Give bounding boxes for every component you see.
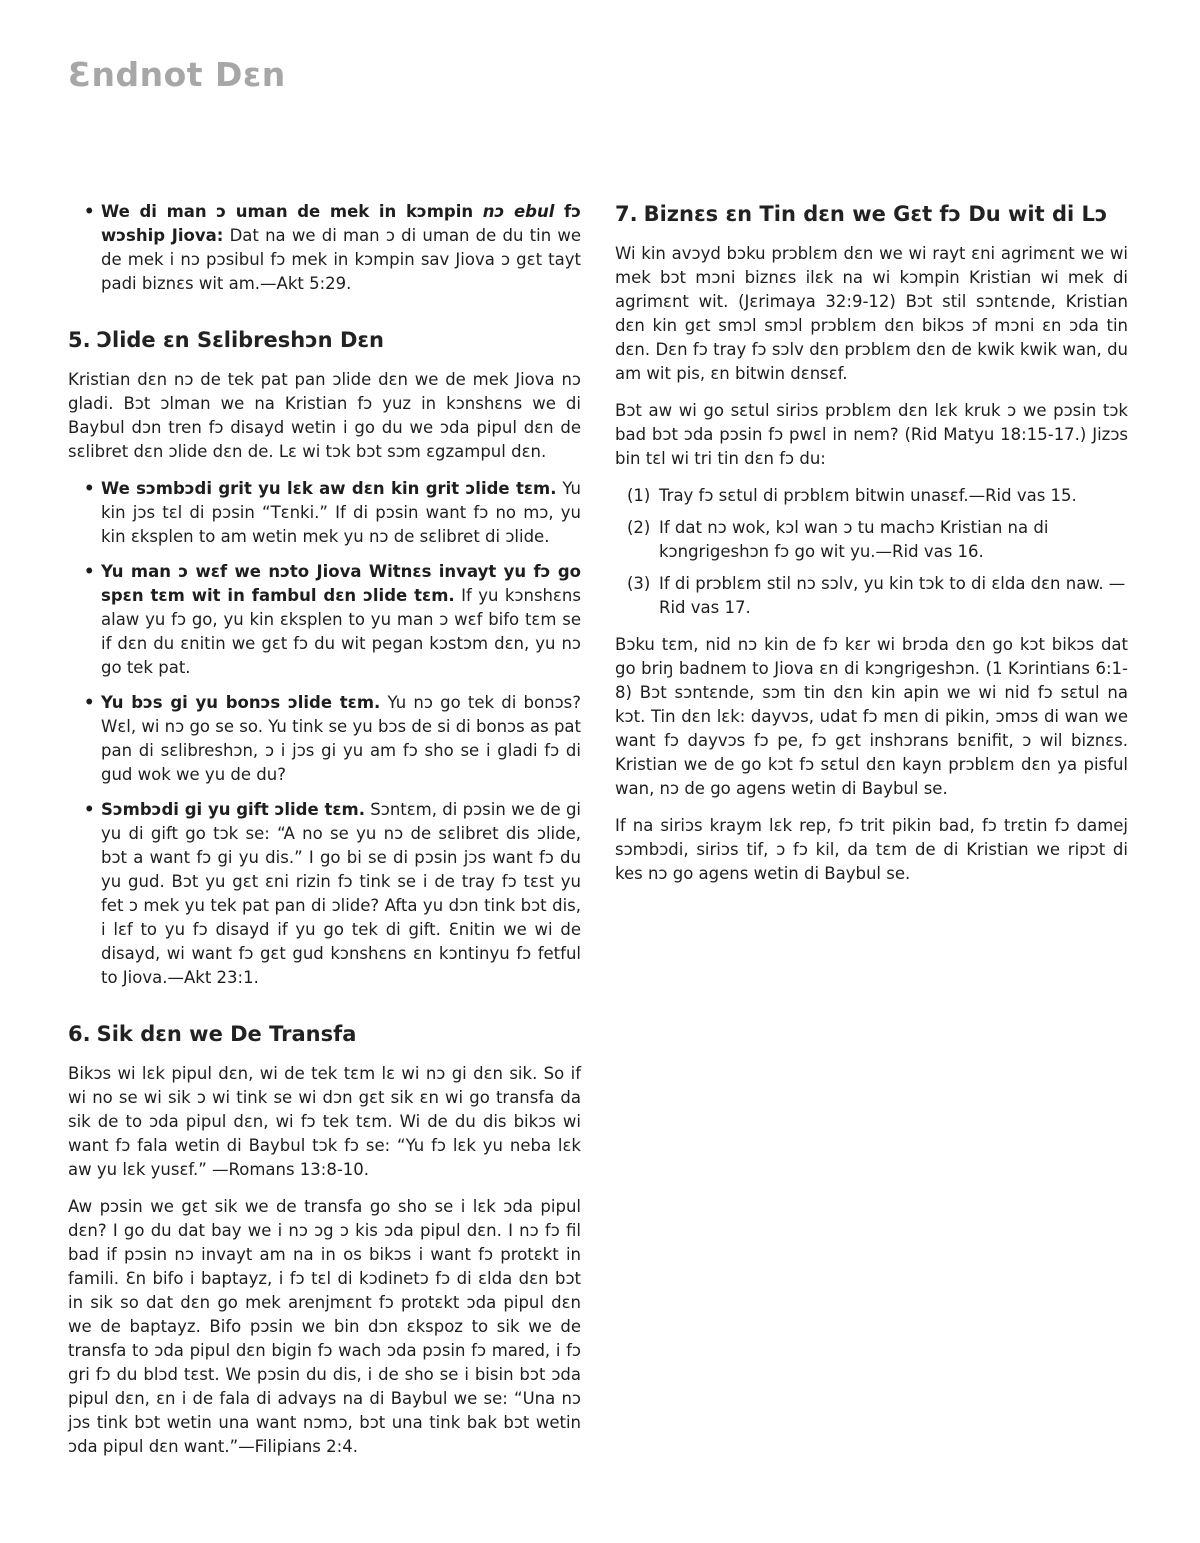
bullet-lead-italic: nɔ ebul — [482, 202, 555, 221]
section-6-heading: 6. Sik dɛn we De Transfa — [68, 1022, 357, 1046]
section-7-paragraph-3: Bɔku tɛm, nid nɔ kin de fɔ kɛr wi brɔda dɛn go kɔt bikɔs dat go briŋ badnem to Jiova ɛn di kɔngrigeshɔn. (1 Kɔrintians 6:1-8) Bɔt sɔntɛnde, sɔm tin dɛn kin apin we wi nid fɔ sɛtul na kɔt. Tin dɛn lɛk: dayvɔs, udat fɔ mɛn di pikin, ɔmɔs di wan we want fɔ dayvɔs fɔ pe, fɔ gɛt inshɔrans bɛnifit, ɔ wil biznɛs. Kristian we de go kɔt fɔ sɛtul dɛn kayn prɔblɛm dɛn ya pisful wan, nɔ de go agens wetin di Baybul se. — [615, 635, 1128, 798]
section-5-heading: 5. Ɔlide ɛn Sɛlibreshɔn Dɛn — [68, 328, 385, 352]
list-item — [615, 516, 1128, 564]
bullet-text: Yu nɔ go tek di bonɔs? Wɛl, wi nɔ go se so. Yu tink se yu bɔs de si di bonɔs as pat pan di sɛlibreshɔn, ɔ i jɔs gi yu am fɔ sho se i gladi fɔ di gud wok we yu de du? — [101, 693, 581, 784]
bullet-lead: Yu man ɔ wɛf we nɔto Jiova Witnɛs invayt yu fɔ go spɛn tɛm wit in fambul dɛn ɔlide tɛm. — [101, 562, 581, 605]
bullet-text: If yu kɔnshɛns alaw yu fɔ go, yu kin ɛksplen to yu man ɔ wɛf bifo tɛm se if dɛn du ɛnitin we gɛt fɔ du wit pegan kɔstɔm dɛn, yu nɔ go tek pat. — [101, 586, 581, 677]
section-7-paragraph-2: Bɔt aw wi go sɛtul siriɔs prɔblɛm dɛn lɛk kruk ɔ we pɔsin tɔk bad bɔt ɔda pɔsin fɔ pwɛl in nem? (Rid Matyu 18:15-17.) Jizɔs bin tɛl wi tri tin dɛn fɔ du: — [615, 401, 1128, 468]
bullet-text: Sɔntɛm, di pɔsin we de gi yu di gift go tɔk se: “A no se yu nɔ de sɛlibret dis ɔlide, bɔt a want fɔ gi yu dis.” I go bi se di pɔsin jɔs want fɔ du yu gud. Bɔt yu gɛt ɛni rizin fɔ tink se i de tray fɔ tɛst yu fet ɔ mek yu tek pat pan di ɔlide? Afta yu dɔn tink bɔt dis, i lɛf to yu fɔ disayd if yu go tek di gift. Ɛnitin we wi de disayd, wi want fɔ gɛt gud kɔnshɛns ɛn kɔntinyu fɔ fetful to Jiova.—Akt 23:1. — [101, 800, 581, 987]
list-item — [68, 200, 581, 296]
step-marker: (1) — [627, 486, 651, 505]
section-6-paragraph-2: Aw pɔsin we gɛt sik we de transfa go sho se i lɛk ɔda pipul dɛn? I go du dat bay we i nɔ ɔg ɔ kis ɔda pipul dɛn. I nɔ fɔ fil bad if pɔsin nɔ invayt am na in os bikɔs i want fɔ protɛkt in famili. Ɛn bifo i baptayz, i fɔ tɛl di kɔdinetɔ fɔ di ɛlda dɛn bɔt in sik so dat dɛn go mek arenjmɛnt fɔ protɛkt ɔda pipul dɛn we de baptayz. Bifo pɔsin we bin dɔn ɛkspoz to sik we de transfa to ɔda pipul dɛn bigin fɔ wach ɔda pɔsin fɔ mared, i fɔ gri fɔ du blɔd tɛst. We pɔsin du dis, i de sho se i bisin bɔt ɔda pipul dɛn, ɛn i de fala di advays na di Baybul we se: “Una nɔ jɔs tink bɔt wetin una want nɔmɔ, bɔt una tink bak bɔt wetin ɔda pipul dɛn want.”—Filipians 2:4. — [68, 1197, 581, 1456]
page-title: Ɛndnot Dɛn — [68, 55, 286, 94]
section-6-paragraph-1: Bikɔs wi lɛk pipul dɛn, wi de tek tɛm lɛ wi nɔ gi dɛn sik. So if wi no se wi sik ɔ wi tink se wi dɔn gɛt sik ɛn wi go transfa da sik de to ɔda pipul dɛn, wi fɔ tek tɛm. Wi de du dis bikɔs wi want fɔ fala wetin di Baybul tɔk fɔ se: “Yu fɔ lɛk yu neba lɛk aw yu lɛk yusɛf.” —Romans 13:8-10. — [68, 1064, 581, 1179]
list-item — [68, 477, 581, 549]
bullet-text: Dat na we di man ɔ di uman de du tin we de mek i nɔ pɔsibul fɔ mek in kɔmpin sav Jiova ɔ gɛt tayt padi biznɛs wit am.—Akt 5:29. — [101, 226, 582, 293]
bullet-text: Yu kin jɔs tɛl di pɔsin “Tɛnki.” If di pɔsin want fɔ no mɔ, yu kin ɛksplen to am wetin mek yu nɔ de sɛlibret di ɔlide. — [101, 479, 582, 546]
list-item — [68, 560, 581, 680]
right-column — [615, 200, 1128, 899]
bullet-lead: Sɔmbɔdi gi yu gift ɔlide tɛm. — [101, 800, 365, 819]
list-item — [68, 691, 581, 787]
step-text: Tray fɔ sɛtul di prɔblɛm bitwin unasɛf.—Rid vas 15. — [659, 486, 1077, 505]
section-7-heading: 7. Biznɛs ɛn Tin dɛn we Gɛt fɔ Du wit di Lɔ — [615, 202, 1108, 226]
bullet-lead: We di man ɔ uman de mek in kɔmpin nɔ ebul fɔ wɔship Jiova: — [101, 202, 581, 245]
intro-bullet-list — [68, 200, 581, 296]
list-item — [615, 484, 1128, 508]
step-text: If di prɔblɛm stil nɔ sɔlv, yu kin tɔk to di ɛlda dɛn naw. —Rid vas 17. — [659, 574, 1126, 617]
step-marker: (2) — [627, 518, 651, 537]
section-7-steps — [615, 484, 1128, 620]
bullet-lead: Yu bɔs gi yu bonɔs ɔlide tɛm. — [101, 693, 381, 712]
list-item — [68, 798, 581, 990]
section-5-bullet-list — [68, 477, 581, 990]
step-text: If dat nɔ wok, kɔl wan ɔ tu machɔ Kristian na di kɔngrigeshɔn fɔ go wit yu.—Rid vas 16. — [659, 518, 1049, 561]
step-marker: (3) — [627, 574, 651, 593]
bullet-lead: We sɔmbɔdi grit yu lɛk aw dɛn kin grit ɔlide tɛm. — [101, 479, 557, 498]
section-7-paragraph-4: If na siriɔs kraym lɛk rep, fɔ trit pikin bad, fɔ trɛtin fɔ damej sɔmbɔdi, siriɔs tif, ɔ fɔ kil, da tɛm de di Kristian we ripɔt di kes nɔ go agens wetin di Baybul se. — [615, 816, 1128, 883]
list-item — [615, 572, 1128, 620]
left-column — [68, 200, 581, 1472]
section-7-paragraph-1: Wi kin avɔyd bɔku prɔblɛm dɛn we wi rayt ɛni agrimɛnt we wi mek bɔt mɔni biznɛs ilɛk na wi kɔmpin Kristian wi mek di agrimɛnt wit. (Jɛrimaya 32:9-12) Bɔt stil sɔntɛnde, Kristian dɛn kin gɛt smɔl smɔl prɔblɛm dɛn bikɔs ɔf mɔni ɛn ɔda tin dɛn. Dɛn fɔ tray fɔ sɔlv dɛn prɔblɛm dɛn de kwik kwik wan, du am wit pis, ɛn bitwin dɛnsɛf. — [615, 244, 1128, 383]
section-5-paragraph: Kristian dɛn nɔ de tek pat pan ɔlide dɛn we de mek Jiova nɔ gladi. Bɔt ɔlman we na Kristian fɔ yuz in kɔnshɛns we di Baybul dɔn tren fɔ disayd wetin i go du we ɔda pipul dɛn de sɛlibret dɛn ɔlide dɛn de. Lɛ wi tɔk bɔt sɔm ɛgzampul dɛn. — [68, 370, 581, 461]
